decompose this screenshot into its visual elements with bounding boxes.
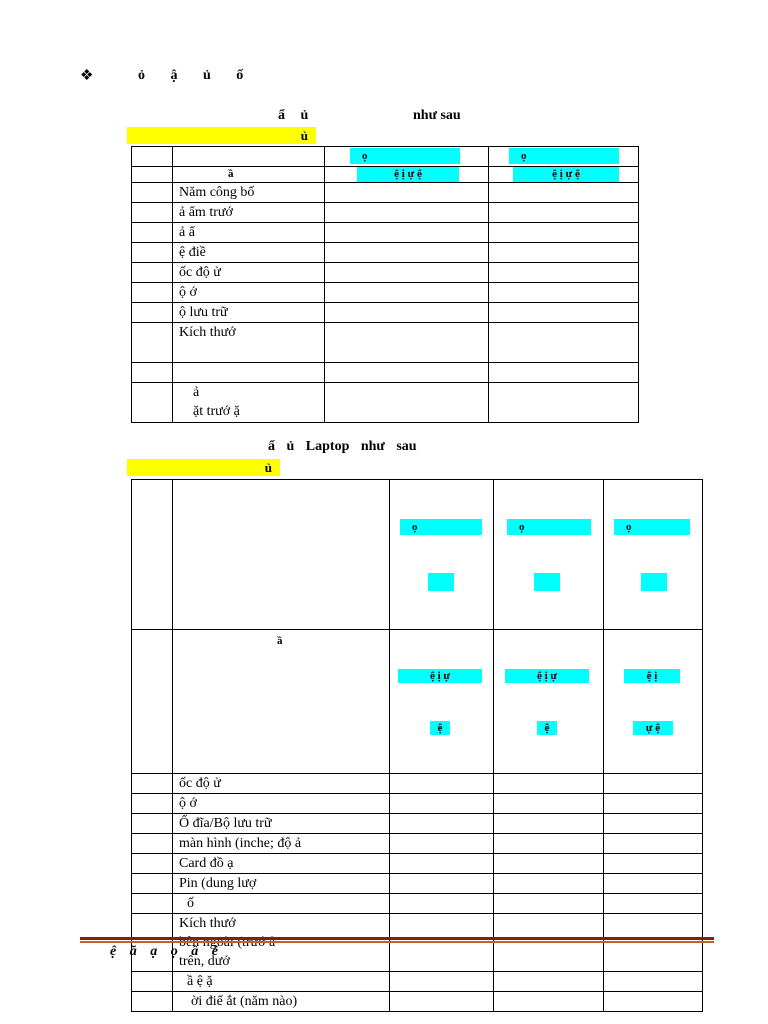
t2-col-3-header	[604, 480, 703, 630]
t1-row-label: ệ điề	[173, 243, 325, 263]
t2-col-3-sub-b: ự ệ	[633, 721, 673, 735]
section2-intro: ẩ ủ Laptop như sau	[268, 439, 417, 454]
t1-col-a-sub	[325, 167, 489, 183]
section1-yellow-highlight: ủ	[127, 127, 316, 144]
t2-cell	[132, 480, 173, 630]
t2-col-1-sub	[390, 630, 494, 774]
t2-col-2-sub-a: ệ ị ự	[505, 669, 589, 683]
t1-cell	[132, 167, 173, 183]
t1-row-label: ộ ớ	[173, 283, 325, 303]
t2-col-1-top: ọ	[400, 519, 482, 535]
footer-text: ệ ă ạ ọ ầ ế	[110, 944, 218, 959]
t1-col-b-sub-label: ệ ị ự ệ	[513, 167, 619, 182]
t2-col-1-sub-a: ệ ị ự	[398, 669, 482, 683]
t1-row-header: ầ	[173, 167, 325, 183]
t2-row-header: ầ	[173, 630, 390, 774]
t2-col-2-top: ọ	[507, 519, 591, 535]
t2-row-label: màn hình (inche; độ ả	[173, 834, 390, 854]
t1-col-b-sub	[489, 167, 639, 183]
t2-col-2-header	[494, 480, 604, 630]
footer-rule-secondary	[80, 941, 714, 943]
table-2	[131, 479, 703, 1012]
t2-col-1-fill	[428, 573, 454, 591]
t2-row-label: ộ ớ	[173, 794, 390, 814]
t2-col-2-fill	[534, 573, 560, 591]
t2-col-3-top: ọ	[614, 519, 690, 535]
t2-col-1-header	[390, 480, 494, 630]
t1-row-label: ả ặt trướ ặ	[173, 383, 325, 423]
t1-col-b-header	[489, 147, 639, 167]
table-1	[131, 146, 639, 423]
t2-cell	[132, 630, 173, 774]
t2-col-3-sub-a: ệ ị	[624, 669, 680, 683]
t2-row-label: ố	[173, 894, 390, 914]
diamond-bullet-icon: ❖	[80, 68, 94, 84]
t1-col-a-top: ọ	[350, 148, 460, 164]
t2-col-3-fill	[641, 573, 667, 591]
t1-row-label: ốc độ ử	[173, 263, 325, 283]
t2-col-1-sub-b: ệ	[430, 721, 450, 735]
t2-row-label: Ổ đĩa/Bộ lưu trữ	[173, 814, 390, 834]
t2-col-2-sub	[494, 630, 604, 774]
t1-col-a-header	[325, 147, 489, 167]
t2-row-label: Pin (dung lượ	[173, 874, 390, 894]
t2-col-2-sub-b: ệ	[537, 721, 557, 735]
t1-row-label	[173, 363, 325, 383]
section-heading: ỏ ậ ủ ố	[138, 68, 246, 83]
t1-col-b-top: ọ	[509, 148, 619, 164]
t1-cell	[132, 147, 173, 167]
t2-row-label: ời điể ắt (năm nào)	[173, 992, 390, 1012]
t1-col-a-sub-label: ệ ị ự ệ	[357, 167, 459, 182]
t1-row-label: Kích thướ	[173, 323, 325, 363]
t1-cell	[173, 147, 325, 167]
section1-intro-a: ẩ ủ	[278, 108, 309, 123]
t2-row-label: Card đồ ạ	[173, 854, 390, 874]
t2-row-label: ốc độ ử	[173, 774, 390, 794]
t1-row-label: ả ẩm trướ	[173, 203, 325, 223]
t1-row-label: Năm công bố	[173, 183, 325, 203]
section1-intro-b: như sau	[413, 108, 461, 123]
section2-yellow-highlight: ủ	[127, 459, 280, 476]
t2-row-label: ầ ệ ặ	[173, 972, 390, 992]
t1-row-label: ả ẩ	[173, 223, 325, 243]
t1-row-label: ộ lưu trữ	[173, 303, 325, 323]
t2-cell	[173, 480, 390, 630]
t2-col-3-sub	[604, 630, 703, 774]
footer-rule	[80, 937, 714, 940]
t2-row-label: Kích thướ trên, dướ	[173, 914, 390, 972]
